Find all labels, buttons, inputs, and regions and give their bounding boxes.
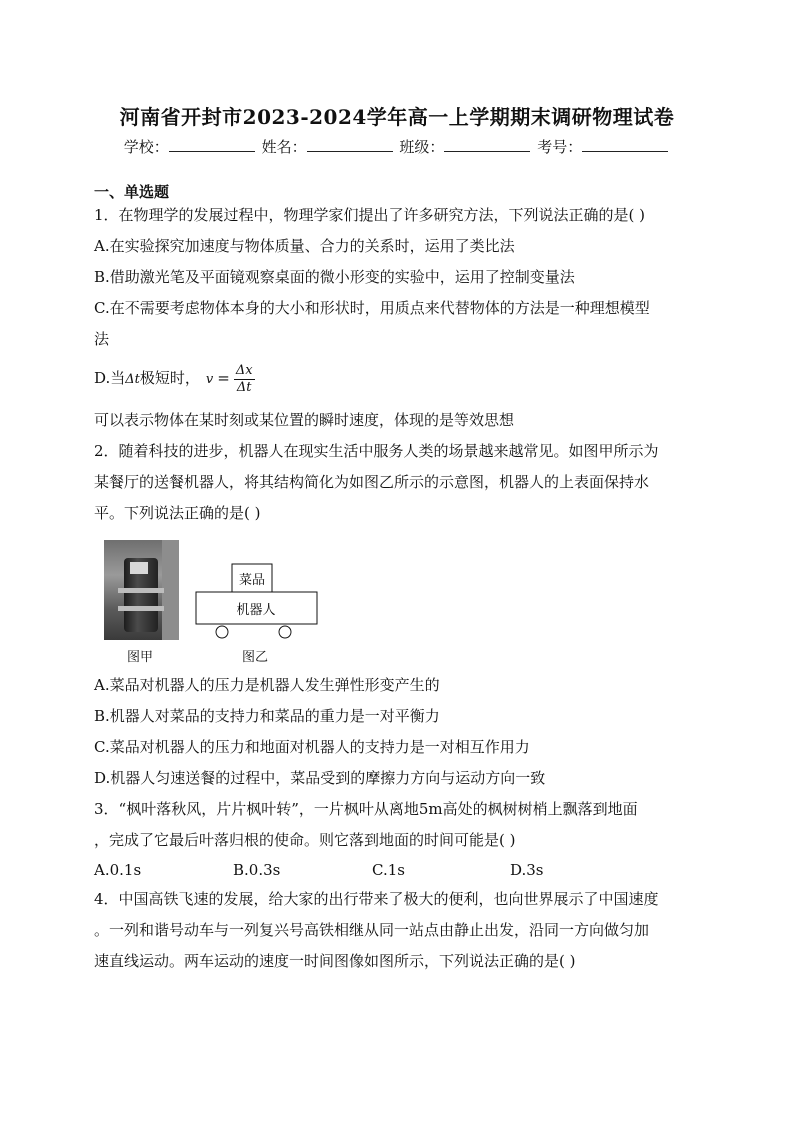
q1-d-mid: 极短时， bbox=[139, 369, 200, 387]
q2-stem-line1: 2．随着科技的进步，机器人在现实生活中服务人类的场景越来越常见。如图甲所示为 bbox=[94, 442, 659, 460]
class-blank[interactable] bbox=[444, 137, 530, 152]
photo-background-wall bbox=[162, 540, 179, 640]
q2-option-b: B.机器人对菜品的支持力和菜品的重力是一对平衡力 bbox=[94, 707, 440, 725]
school-blank[interactable] bbox=[169, 137, 255, 152]
q1-d-v: v bbox=[205, 372, 214, 387]
q1-d-eq: = bbox=[217, 369, 230, 387]
name-label: 姓名： bbox=[261, 138, 307, 156]
q3-option-a: A.0.1s bbox=[94, 861, 142, 879]
q1-option-d bbox=[94, 360, 255, 398]
photo-robot-tray bbox=[118, 606, 164, 611]
fraction-numerator: Δx bbox=[235, 362, 253, 378]
q3-option-d: D.3s bbox=[510, 861, 544, 879]
robot-schematic bbox=[190, 558, 325, 642]
q2-stem-line3: 平。下列说法正确的是( ) bbox=[94, 504, 261, 522]
robot-label: 机器人 bbox=[236, 603, 276, 618]
q3-option-b: B.0.3s bbox=[233, 861, 281, 879]
q4-stem-line3: 速直线运动。两车运动的速度一时间图像如图所示，下列说法正确的是( ) bbox=[94, 952, 576, 970]
number-label: 考号： bbox=[537, 138, 583, 156]
number-blank[interactable] bbox=[582, 137, 668, 152]
q3-stem-line1: 3．“枫叶落秋风，片片枫叶转”，一片枫叶从离地5m高处的枫树树梢上飘落到地面 bbox=[94, 800, 638, 818]
robot-photo bbox=[104, 540, 179, 640]
q2-option-a: A.菜品对机器人的压力是机器人发生弹性形变产生的 bbox=[94, 676, 440, 694]
section-heading: 一、单选题 bbox=[94, 183, 170, 201]
q2-option-c: C.菜品对机器人的压力和地面对机器人的支持力是一对相互作用力 bbox=[94, 738, 530, 756]
velocity-fraction bbox=[234, 363, 255, 396]
left-wheel bbox=[216, 626, 228, 638]
q1-d-prefix: D.当 bbox=[94, 369, 126, 387]
figure-a-caption: 图甲 bbox=[127, 650, 154, 665]
q2-stem-line2: 某餐厅的送餐机器人，将其结构简化为如图乙所示的示意图，机器人的上表面保持水 bbox=[94, 473, 650, 491]
fraction-denominator: Δt bbox=[236, 379, 252, 395]
photo-robot-tray bbox=[118, 588, 164, 593]
q1-d-dt: Δt bbox=[125, 372, 140, 387]
student-info-row bbox=[0, 136, 794, 157]
exam-title: 河南省开封市2023-2024学年高一上学期期末调研物理试卷 bbox=[119, 105, 675, 129]
q3-option-c: C.1s bbox=[372, 861, 405, 879]
q1-stem: 1．在物理学的发展过程中，物理学家们提出了许多研究方法，下列说法正确的是( ) bbox=[94, 206, 646, 224]
right-wheel bbox=[279, 626, 291, 638]
q3-stem-line2: ，完成了它最后叶落归根的使命。则它落到地面的时间可能是( ) bbox=[94, 831, 516, 849]
q4-stem-line2: 。一列和谐号动车与一列复兴号高铁相继从同一站点由静止出发，沿同一方向做匀加 bbox=[94, 921, 650, 939]
q1-option-a: A.在实验探究加速度与物体质量、合力的关系时，运用了类比法 bbox=[94, 237, 515, 255]
q1-option-c-line2: 法 bbox=[94, 330, 110, 348]
school-label: 学校： bbox=[123, 138, 169, 156]
q1-option-b: B.借助激光笔及平面镜观察桌面的微小形变的实验中，运用了控制变量法 bbox=[94, 268, 575, 286]
photo-robot-screen bbox=[130, 562, 148, 574]
q2-option-d: D.机器人匀速送餐的过程中，菜品受到的摩擦力方向与运动方向一致 bbox=[94, 769, 546, 787]
q4-stem-line1: 4．中国高铁飞速的发展，给大家的出行带来了极大的便利，也向世界展示了中国速度 bbox=[94, 890, 659, 908]
figure-b-caption: 图乙 bbox=[242, 650, 269, 665]
q1-option-d-line2: 可以表示物体在某时刻或某位置的瞬时速度，体现的是等效思想 bbox=[94, 411, 515, 429]
name-blank[interactable] bbox=[307, 137, 393, 152]
q1-option-c-line1: C.在不需要考虑物体本身的大小和形状时，用质点来代替物体的方法是一种理想模型 bbox=[94, 299, 650, 317]
dish-label: 菜品 bbox=[238, 573, 266, 588]
class-label: 班级： bbox=[399, 138, 445, 156]
